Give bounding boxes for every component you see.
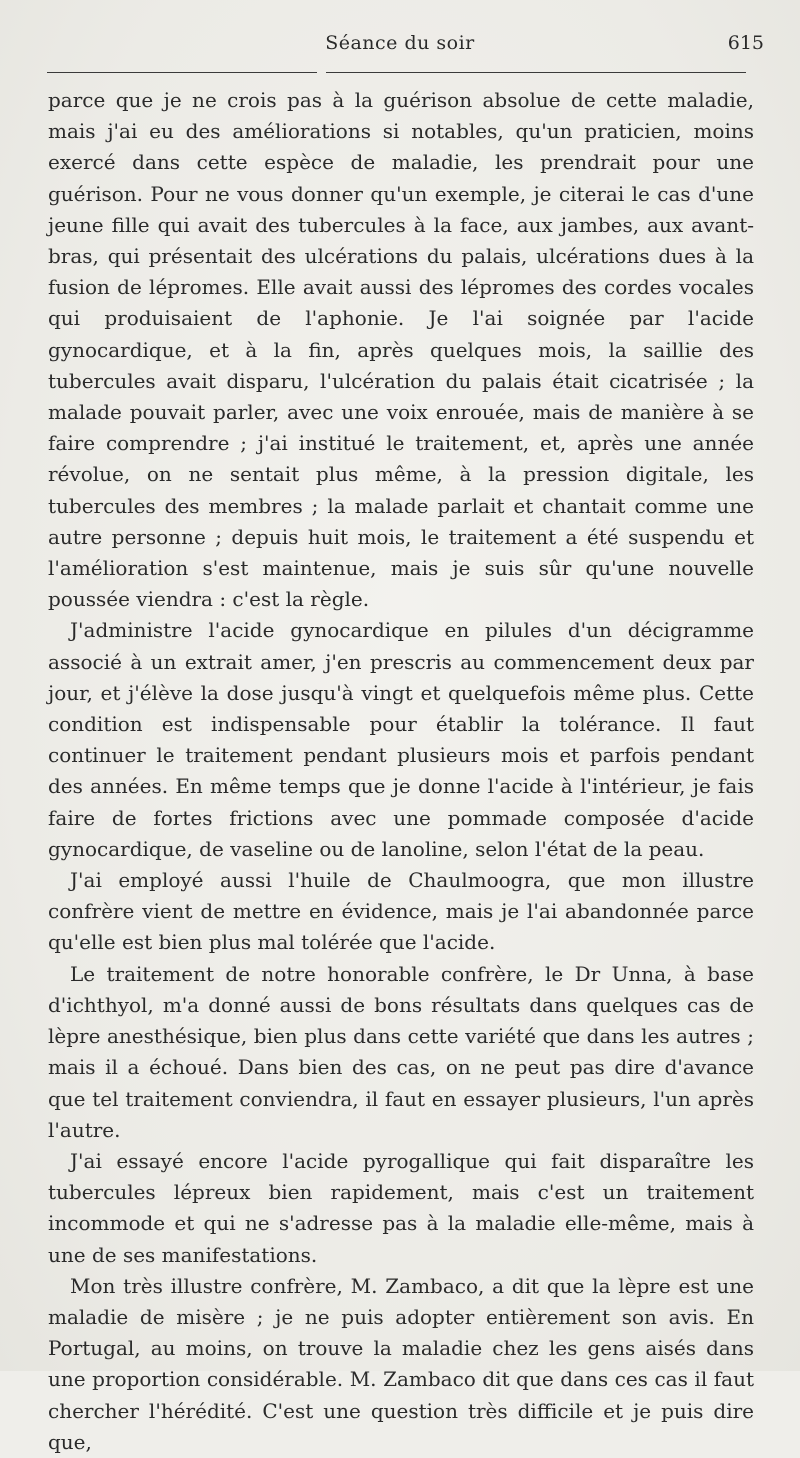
header-rule-left — [47, 72, 317, 73]
running-head — [0, 32, 800, 60]
paragraph: J'administre l'acide gynocardique en pilules d'un décigramme associé à un extrait amer, j'en prescris au commencement deux par jour, et j'élève la dose jusqu'à vingt et quelquefois même plus. Cette condition est indispensable pour établir la tolérance. Il faut continuer le traitement pendant plusieurs mois et parfois pendant des années. En même temps que je donne l'acide à l'intérieur, je fais faire de fortes frictions avec une pommade composée d'acide gynocardique, de vaseline ou de lanoline, selon l'état de la peau. — [48, 618, 754, 861]
paragraph: J'ai essayé encore l'acide pyrogallique qui fait disparaître les tubercules lépreux bien rapidement, mais c'est un traitement incommode et qui ne s'adresse pas à la maladie elle-même, mais à une de ses manifestations. — [48, 1148, 754, 1267]
page-number: 615 — [727, 32, 764, 54]
header-rule-right — [326, 72, 746, 73]
paragraph: Le traitement de notre honorable confrère, le Dr Unna, à base d'ichthyol, m'a donné aussi de bons résultats dans quelques cas de lèpre anesthésique, bien plus dans cette variété que dans les autres ; mais il a échoué. Dans bien des cas, on ne peut pas dire d'avance que tel traitement conviendra, il faut en essayer plusieurs, l'un après l'autre. — [48, 961, 754, 1142]
running-title: Séance du soir — [325, 32, 475, 54]
paragraph: parce que je ne crois pas à la guérison absolue de cette maladie, mais j'ai eu des améliorations si notables, qu'un praticien, moins exercé dans cette espèce de maladie, les prendrait pour une guérison. Pour ne vous donner qu'un exemple, je citerai le cas d'une jeune fille qui avait des tubercules à la face, aux jambes, aux avant-bras, qui présentait des ulcérations du palais, ulcérations dues à la fusion de lépromes. Elle avait aussi des lépromes des cordes vocales qui produisaient de l'aphonie. Je l'ai soignée par l'acide gynocardique, et à la fin, après quelques mois, la saillie des tubercules avait disparu, l'ulcération du palais était cicatrisée ; la malade pouvait parler, avec une voix enrouée, mais de manière à se faire comprendre ; j'ai institué le traitement, et, après une année révolue, on ne sentait plus même, à la pression digitale, les tubercules des membres ; la malade parlait et chantait comme une autre personne ; depuis huit mois, le traitement a été suspendu et l'amélioration s'est maintenue, mais je suis sûr qu'une nouvelle poussée viendra : c'est la règle. — [48, 88, 754, 612]
paragraph: J'ai employé aussi l'huile de Chaulmoogra, que mon illustre confrère vient de mettre en évidence, mais je l'ai abandonnée parce qu'elle est bien plus mal tolérée que l'acide. — [48, 868, 754, 955]
body-text — [48, 85, 754, 1458]
paragraph: Mon très illustre confrère, M. Zambaco, a dit que la lèpre est une maladie de misère ; je ne puis adopter entièrement son avis. En Portugal, au moins, on trouve la maladie chez les gens aisés dans une proportion considérable. M. Zambaco dit que dans ces cas il faut chercher l'hérédité. C'est une question très difficile et je puis dire que, — [48, 1273, 754, 1454]
